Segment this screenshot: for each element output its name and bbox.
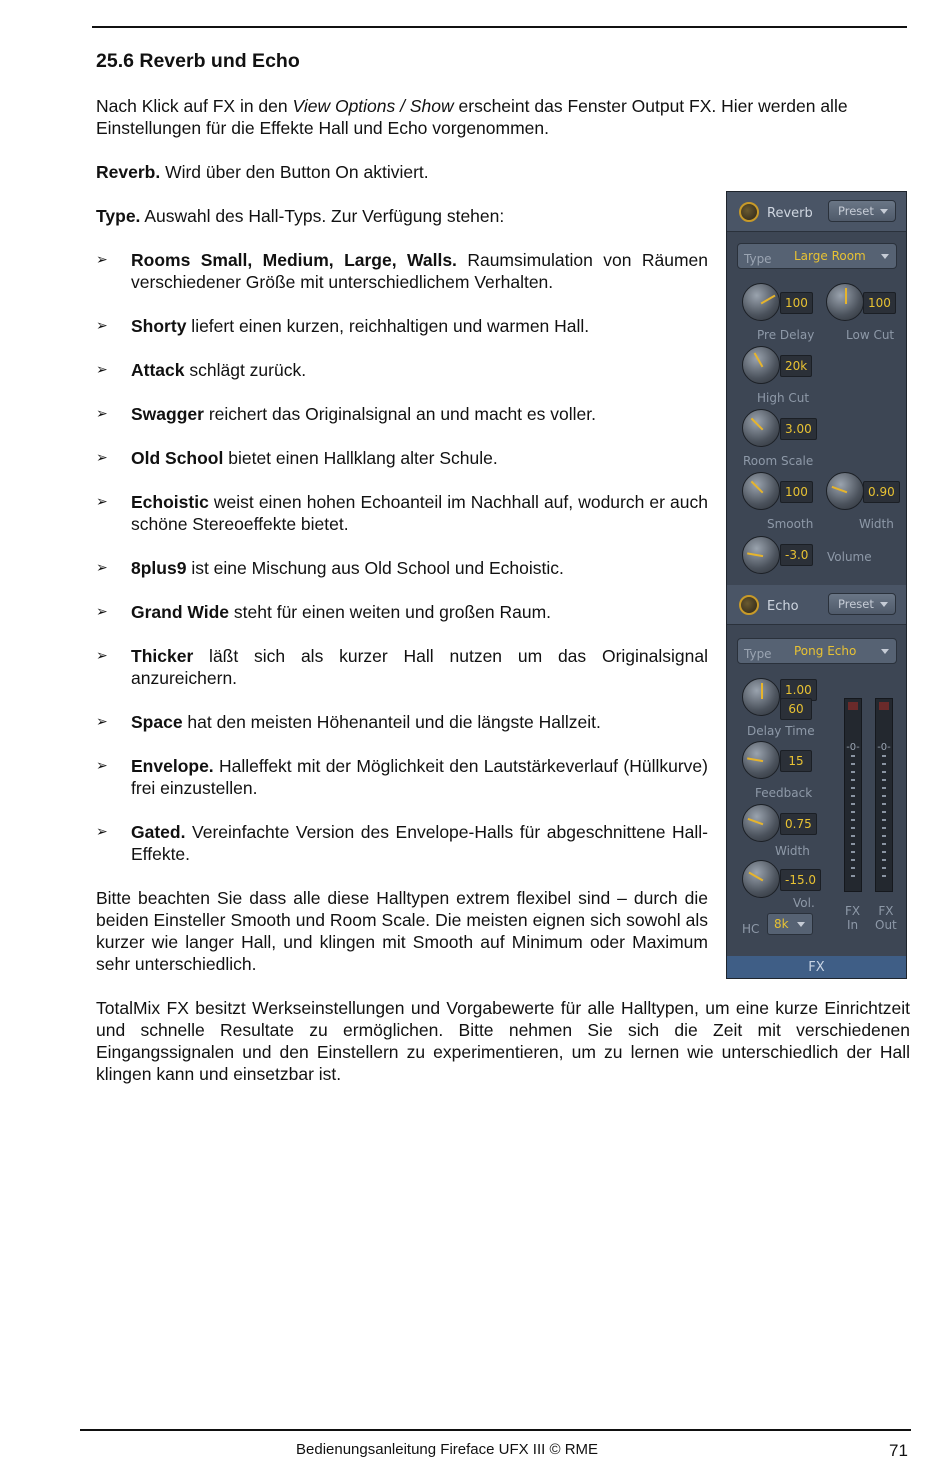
fx-out-meter-zero: -0- — [877, 742, 891, 753]
echo-type-row — [737, 638, 897, 664]
bullet-desc: reichert das Originalsignal an und macht es voller. — [203, 404, 596, 424]
bullet-arrow-icon: ➢ — [96, 252, 108, 268]
echo-header — [727, 585, 906, 625]
delay-time-value-1: 1.00 — [780, 679, 817, 701]
echo-type-label: Type — [744, 647, 772, 661]
bullet-desc: schlägt zurück. — [184, 360, 307, 380]
hc-label: HC — [742, 922, 760, 936]
echo-on-button[interactable] — [739, 595, 759, 615]
reverb-type-label: Type — [744, 252, 772, 266]
bullet-term: Grand Wide — [131, 602, 230, 622]
feedback-knob[interactable] — [742, 741, 780, 779]
echo-volume-label: Vol. — [793, 896, 815, 910]
bullet-term: Attack — [131, 360, 185, 380]
reverb-desc: Wird über den Button On aktiviert. — [160, 162, 429, 182]
bullet-arrow-icon: ➢ — [96, 758, 108, 774]
type-term: Type. — [96, 206, 141, 226]
fx-in-meter — [844, 698, 862, 892]
bullet-term: Envelope. — [131, 756, 214, 776]
pre-delay-value: 100 — [780, 292, 813, 314]
page-footer: Bedienungsanleitung Fireface UFX III © RME — [296, 1441, 599, 1458]
list-item — [96, 491, 708, 535]
pre-delay-knob[interactable] — [742, 283, 780, 321]
echo-title: Echo — [767, 599, 799, 614]
echo-width-knob[interactable] — [742, 804, 780, 842]
smooth-value: 100 — [780, 481, 813, 503]
reverb-type-row — [737, 243, 897, 269]
echo-preset-button[interactable]: Preset — [828, 593, 896, 615]
bullet-arrow-icon: ➢ — [96, 494, 108, 510]
bullet-desc: steht für einen weiten und großen Raum. — [229, 602, 552, 622]
reverb-volume-label: Volume — [827, 550, 872, 564]
bullet-arrow-icon: ➢ — [96, 560, 108, 576]
bullet-term: Shorty — [131, 316, 187, 336]
reverb-volume-knob[interactable] — [742, 536, 780, 574]
high-cut-label: High Cut — [757, 391, 810, 405]
hc-select[interactable]: 8k — [767, 913, 813, 935]
room-scale-label: Room Scale — [743, 454, 814, 468]
bullet-desc: weist einen hohen Echoanteil im Nachhall auf, wodurch er auch schöne Stereoeffekte bietet. — [131, 492, 708, 534]
bullet-arrow-icon: ➢ — [96, 714, 108, 730]
bullet-arrow-icon: ➢ — [96, 824, 108, 840]
smooth-label: Smooth — [767, 517, 814, 531]
high-cut-knob[interactable] — [742, 346, 780, 384]
bullet-desc: bietet einen Hallklang alter Schule. — [223, 448, 498, 468]
bullet-term: 8plus9 — [131, 558, 187, 578]
reverb-width-knob[interactable] — [826, 472, 864, 510]
reverb-width-label: Width — [859, 517, 894, 531]
list-item — [96, 315, 708, 337]
reverb-width-value: 0.90 — [863, 481, 900, 503]
list-item — [96, 359, 708, 381]
high-cut-value: 20k — [780, 355, 812, 377]
fx-footer-tab[interactable]: FX — [727, 956, 906, 979]
feedback-value: 15 — [780, 750, 812, 772]
list-item — [96, 447, 708, 469]
fx-in-label-line1: FX — [845, 904, 861, 918]
pre-delay-label: Pre Delay — [757, 328, 815, 342]
reverb-type-select[interactable]: Large Room — [786, 246, 896, 266]
echo-width-value: 0.75 — [780, 813, 817, 835]
intro-paragraph — [96, 95, 910, 139]
top-rule — [92, 26, 907, 28]
delay-time-label: Delay Time — [747, 724, 815, 738]
fx-in-label — [845, 904, 860, 932]
delay-time-knob[interactable] — [742, 678, 780, 716]
intro-text-post: erscheint das Fenster Output FX. Hier werden alle Einstellungen für die Effekte Hall und Echo vorgenommen. — [96, 96, 848, 138]
totalmix-paragraph: TotalMix FX besitzt Werkseinstellungen und Vorgabewerte für alle Halltypen, um eine kurze Einrichtzeit und schnelle Resultate zu ermöglichen. Bitte nehmen Sie sich die Zeit mit verschiedenen Eingangssignalen und den Einstellern zu experimentieren, um zu lernen wie unterschiedlich der Hall klingen kann und einsetzbar ist. — [96, 998, 910, 1084]
smooth-knob[interactable] — [742, 472, 780, 510]
list-item — [96, 601, 708, 623]
reverb-volume-value: -3.0 — [780, 544, 813, 566]
section-heading: 25.6 Reverb und Echo — [96, 50, 300, 72]
fx-out-label-line2: Out — [875, 918, 897, 932]
bottom-rule — [80, 1429, 911, 1431]
bullet-term: Swagger — [131, 404, 204, 424]
bullet-term: Gated. — [131, 822, 186, 842]
list-item — [96, 755, 708, 799]
halltypes-paragraph: Bitte beachten Sie dass alle diese Halltypen extrem flexibel sind – durch die beiden Einsteller Smooth und Room Scale. Die meisten eignen sich sowohl als kurzer wie langer Hall, und klingen mit Smooth auf Minimum oder Maximum sehr unterschiedlich. — [96, 888, 708, 974]
bullet-desc: Raumsimulation von Räumen verschiedener Größe mit unterschiedlichem Verhalten. — [131, 250, 708, 292]
bullet-arrow-icon: ➢ — [96, 648, 108, 664]
echo-volume-knob[interactable] — [742, 860, 780, 898]
fx-out-meter — [875, 698, 893, 892]
bullet-arrow-icon: ➢ — [96, 318, 108, 334]
echo-width-label: Width — [775, 844, 810, 858]
reverb-preset-button[interactable]: Preset — [828, 200, 896, 222]
bullet-desc: ist eine Mischung aus Old School und Echoistic. — [186, 558, 564, 578]
bullet-term: Space — [131, 712, 183, 732]
bullet-desc: liefert einen kurzen, reichhaltigen und warmen Hall. — [186, 316, 590, 336]
low-cut-knob[interactable] — [826, 283, 864, 321]
list-item — [96, 645, 708, 689]
bullet-arrow-icon: ➢ — [96, 450, 108, 466]
fx-in-label-line2: In — [846, 918, 859, 932]
bullet-desc: Vereinfachte Version des Envelope-Halls für abgeschnittene Hall-Effekte. — [131, 822, 708, 864]
low-cut-value: 100 — [863, 292, 896, 314]
intro-text-italic: View Options / Show — [292, 96, 454, 116]
echo-type-select[interactable]: Pong Echo — [786, 641, 896, 661]
bullet-desc: Halleffekt mit der Möglichkeit den Lautstärkeverlauf (Hüllkurve) frei einzustellen. — [131, 756, 708, 798]
bullet-term: Echoistic — [131, 492, 209, 512]
fx-in-meter-zero: -0- — [846, 742, 860, 753]
fx-out-label — [875, 904, 897, 932]
fx-out-label-line1: FX — [878, 904, 894, 918]
type-desc: Auswahl des Hall-Typs. Zur Verfügung stehen: — [140, 206, 505, 226]
reverb-header — [727, 192, 906, 232]
bullet-term: Rooms Small, Medium, Large, Walls. — [131, 250, 457, 270]
list-item — [96, 711, 708, 733]
low-cut-label: Low Cut — [846, 328, 895, 342]
echo-volume-value: -15.0 — [780, 869, 821, 891]
page-number: 71 — [889, 1441, 908, 1460]
intro-text-pre: Nach Klick auf FX in den — [96, 96, 293, 116]
type-paragraph — [96, 205, 708, 227]
room-scale-value: 3.00 — [780, 418, 817, 440]
list-item — [96, 557, 708, 579]
feedback-label: Feedback — [755, 786, 813, 800]
reverb-paragraph — [96, 161, 910, 183]
bullet-arrow-icon: ➢ — [96, 362, 108, 378]
bullet-term: Old School — [131, 448, 224, 468]
delay-time-value-2: 60 — [780, 698, 812, 720]
reverb-title: Reverb — [767, 206, 813, 221]
bullet-term: Thicker — [131, 646, 194, 666]
bullet-arrow-icon: ➢ — [96, 406, 108, 422]
reverb-on-button[interactable] — [739, 202, 759, 222]
list-item — [96, 821, 708, 865]
list-item — [96, 403, 708, 425]
output-fx-panel — [726, 191, 907, 979]
room-scale-knob[interactable] — [742, 409, 780, 447]
list-item — [96, 249, 708, 293]
bullet-desc: hat den meisten Höhenanteil und die längste Hallzeit. — [182, 712, 601, 732]
bullet-desc: läßt sich als kurzer Hall nutzen um das Originalsignal anzureichern. — [131, 646, 708, 688]
bullet-arrow-icon: ➢ — [96, 604, 108, 620]
reverb-term: Reverb. — [96, 162, 161, 182]
